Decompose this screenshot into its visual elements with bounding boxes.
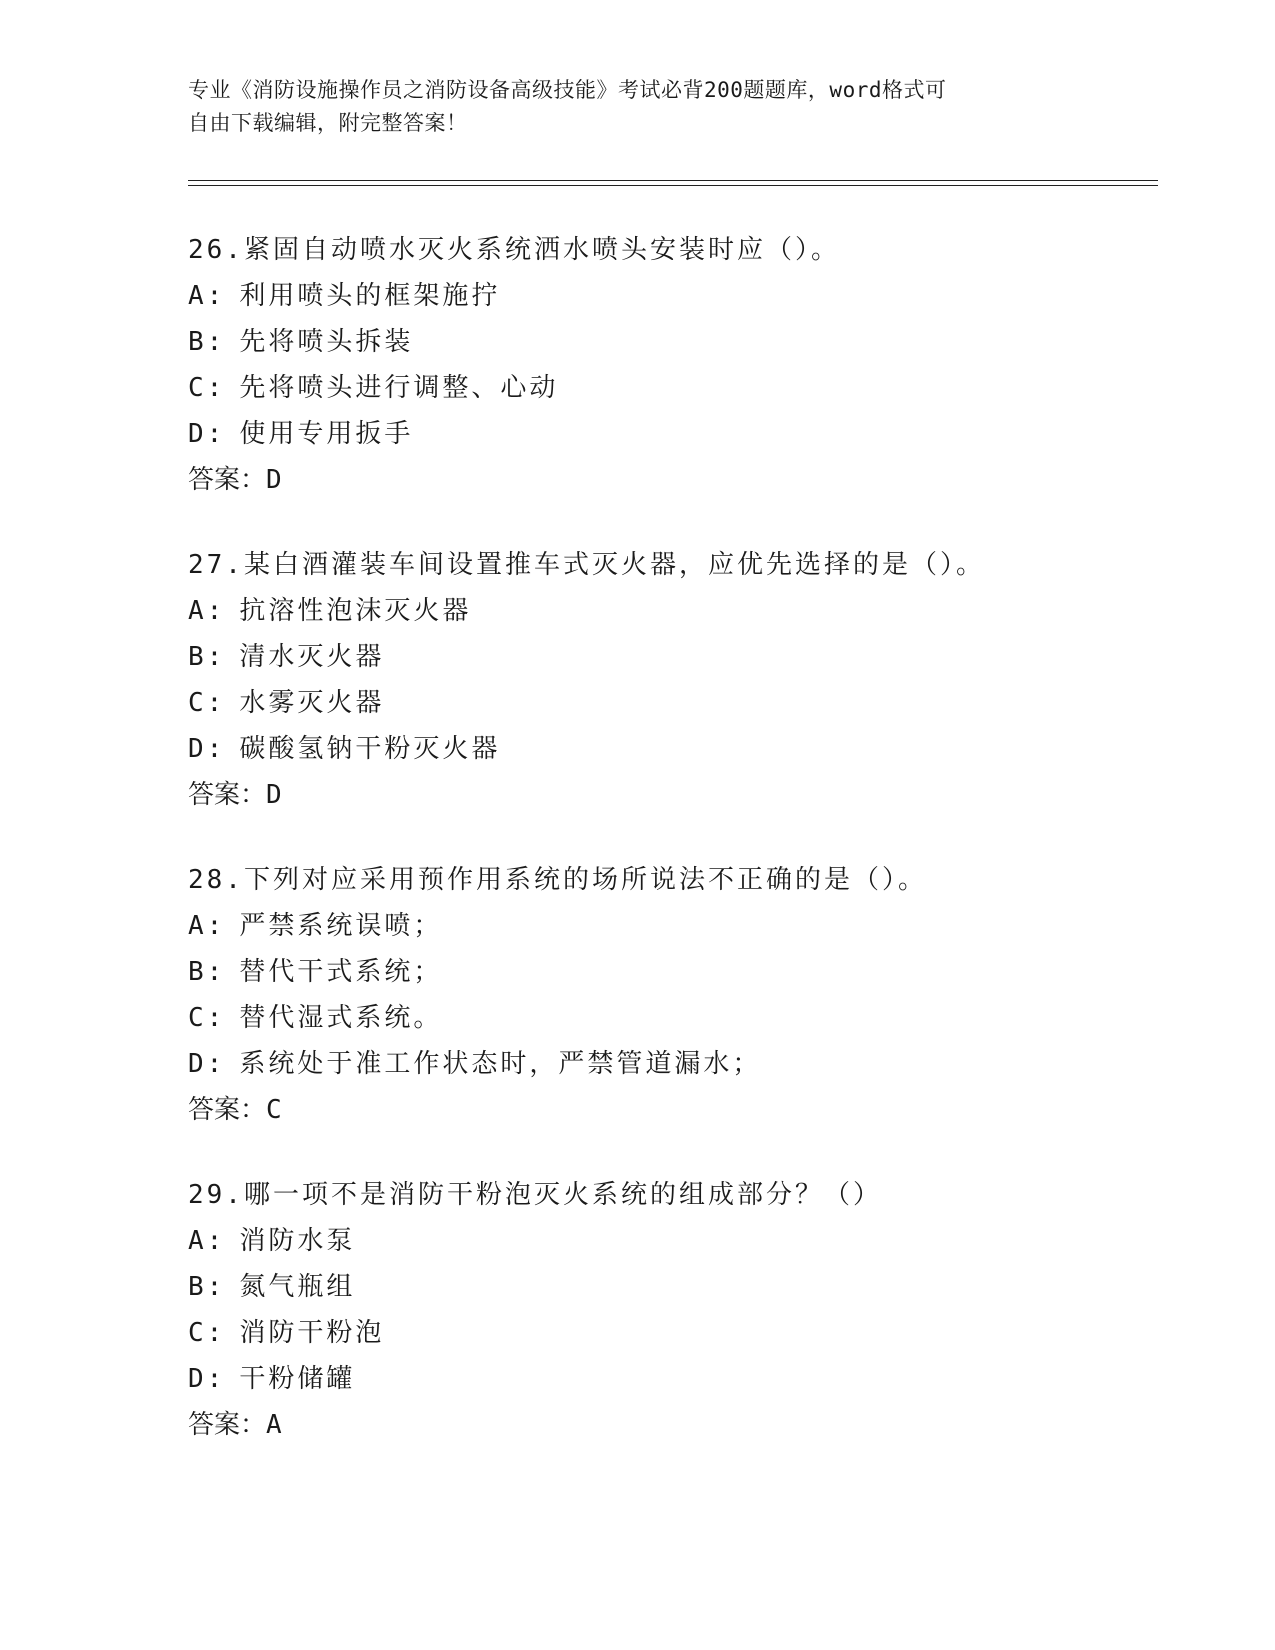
option-a	[188, 588, 1148, 634]
option-c	[188, 1310, 1148, 1356]
option-b	[188, 949, 1148, 995]
option-b	[188, 1264, 1148, 1310]
option-key: C:	[188, 1318, 226, 1348]
option-c	[188, 680, 1148, 726]
question-title: 28.下列对应采用预作用系统的场所说法不正确的是（）。	[188, 865, 927, 895]
option-key: B:	[188, 327, 226, 357]
answer-value: D	[266, 780, 282, 810]
option-text: 清水灭火器	[239, 642, 385, 672]
option-key: B:	[188, 642, 226, 672]
option-key: D:	[188, 419, 226, 449]
header-line-1: 专业《消防设施操作员之消防设备高级技能》考试必背200题题库，word格式可	[188, 78, 947, 102]
option-text: 利用喷头的框架施拧	[239, 281, 501, 311]
option-d	[188, 726, 1148, 772]
question-title: 26.紧固自动喷水灭火系统洒水喷头安装时应（）。	[188, 235, 840, 265]
option-text: 消防干粉泡	[239, 1318, 385, 1348]
answer-label: 答案：	[188, 465, 267, 495]
answer-label: 答案：	[188, 1095, 267, 1125]
option-key: A:	[188, 911, 226, 941]
answer-line	[188, 457, 1148, 503]
answer-value: C	[266, 1095, 282, 1125]
document-header	[188, 74, 1088, 140]
option-text: 替代湿式系统。	[239, 1003, 443, 1033]
option-text: 水雾灭火器	[239, 688, 385, 718]
option-text: 氮气瓶组	[239, 1272, 356, 1302]
option-key: B:	[188, 957, 226, 987]
answer-line	[188, 772, 1148, 818]
question-title: 27.某白酒灌装车间设置推车式灭火器，应优先选择的是（）。	[188, 550, 985, 580]
option-text: 干粉储罐	[239, 1364, 356, 1394]
option-key: B:	[188, 1272, 226, 1302]
answer-label: 答案：	[188, 780, 267, 810]
question-28	[188, 857, 1148, 1133]
option-b	[188, 319, 1148, 365]
option-key: A:	[188, 281, 226, 311]
question-29	[188, 1172, 1148, 1448]
header-divider-bottom	[188, 185, 1158, 186]
option-c	[188, 995, 1148, 1041]
option-c	[188, 365, 1148, 411]
option-text: 先将喷头拆装	[239, 327, 414, 357]
option-key: A:	[188, 1226, 226, 1256]
option-key: D:	[188, 1049, 226, 1079]
question-27	[188, 542, 1148, 818]
answer-value: D	[266, 465, 282, 495]
option-text: 先将喷头进行调整、心动	[239, 373, 559, 403]
option-text: 系统处于准工作状态时，严禁管道漏水；	[239, 1049, 762, 1079]
option-d	[188, 1356, 1148, 1402]
option-key: C:	[188, 373, 226, 403]
option-text: 消防水泵	[239, 1226, 356, 1256]
option-key: A:	[188, 596, 226, 626]
question-title: 29.哪一项不是消防干粉泡灭火系统的组成部分？（）	[188, 1180, 882, 1210]
option-key: D:	[188, 734, 226, 764]
option-key: C:	[188, 688, 226, 718]
option-text: 严禁系统误喷；	[239, 911, 443, 941]
option-d	[188, 1041, 1148, 1087]
option-a	[188, 273, 1148, 319]
option-text: 使用专用扳手	[239, 419, 414, 449]
header-line-2: 自由下载编辑，附完整答案！	[188, 111, 468, 135]
option-text: 抗溶性泡沫灭火器	[239, 596, 472, 626]
answer-value: A	[266, 1410, 282, 1440]
option-key: D:	[188, 1364, 226, 1394]
option-a	[188, 903, 1148, 949]
option-a	[188, 1218, 1148, 1264]
answer-line	[188, 1087, 1148, 1133]
option-text: 替代干式系统；	[239, 957, 443, 987]
option-b	[188, 634, 1148, 680]
header-divider-top	[188, 180, 1158, 181]
question-26	[188, 227, 1148, 503]
answer-line	[188, 1402, 1148, 1448]
option-d	[188, 411, 1148, 457]
option-key: C:	[188, 1003, 226, 1033]
option-text: 碳酸氢钠干粉灭火器	[239, 734, 501, 764]
answer-label: 答案：	[188, 1410, 267, 1440]
